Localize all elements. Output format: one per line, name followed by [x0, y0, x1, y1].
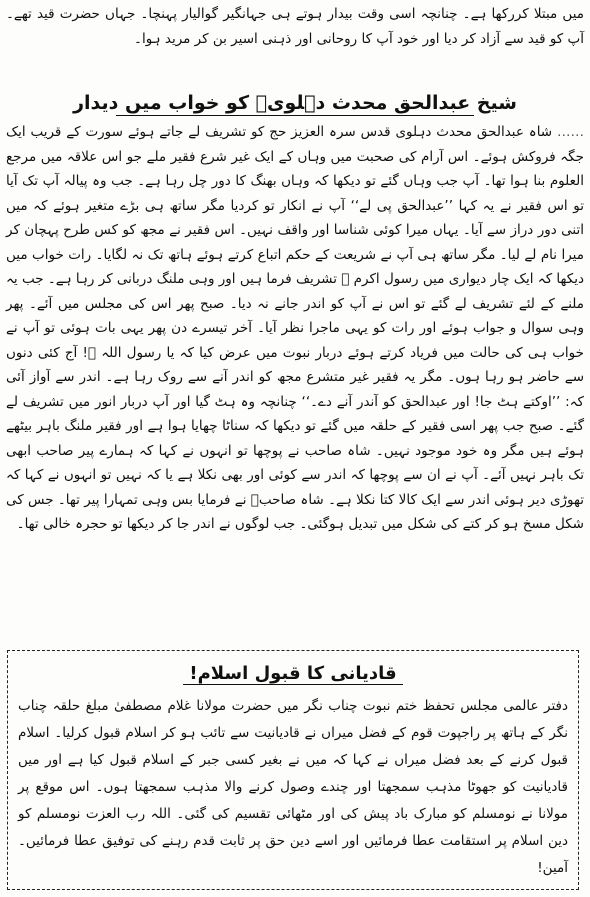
lead-dots: …… — [557, 124, 584, 140]
page — [6, 0, 584, 897]
notice-body: دفتر عالمی مجلس تحفظ ختم نبوت چناب نگر میں حضرت مولانا غلام مصطفیٰ مبلغ حلقہ چناب نگر کے ہاتھ پر راجپوت قوم کے فضل میراں نے قادیانیت سے تائب ہو کر اسلام قبول کرلیا۔ اسلام قبول کرنے کے بعد فضل میراں نے کہا کہ میں نے بغیر کسی جبر کے اسلام قبول کیا ہے اور میں قادیانیت کو جھوٹا مذہب سمجھتا اور چندے وصول کرنے والا مذہب سمجھتا ہوں۔ اس موقع پر مولانا نے نومسلم کو مبارک باد پیش کی اور مٹھائی تقسیم کی گئی۔ اللہ رب العزت نومسلم کو دین اسلام پر استقامت عطا فرمائیں اور اسے دین حق پر ثابت قدم رہنے کی توفیق عطا فرمائیں۔ آمین! — [18, 698, 568, 876]
section-heading-text: شیخ عبدالحق محدث دہلویؒ کو خواب میں دیدار — [73, 92, 517, 114]
section-heading — [6, 90, 584, 116]
notice-title-text: قادیانی کا قبول اسلام! — [183, 663, 402, 685]
notice-title — [18, 659, 568, 689]
story-paragraph — [6, 120, 584, 537]
intro-paragraph: میں مبتلا کررکھا ہے۔ چنانچہ اسی وقت بیدار ہوتے ہی جہانگیر گوالیار پہنچا۔ جہاں حضرت قید تھے۔ آپ کو قید سے آزاد کر دیا اور خود آپ کا روحانی اور ذہنی اسیر بن کر مرید ہوا۔ — [6, 6, 584, 47]
story-text: شاہ عبدالحق محدث دہلوی قدس سرہ العزیز حج کو تشریف لے جاتے ہوئے سورت کے قریب ایک جگہ فروکش ہوئے۔ اس آرام کی صحبت میں وہاں کے ایک غیر شرع فقیر ملے جو اس علاقہ میں مرجع العلوم بنا ہوا تھا۔ آپ جب وہاں گئے تو دیکھا کہ وہاں بھنگ کا دور چل رہا ہے۔ جب وہ پیالہ آپ تک آیا تو اس فقیر نے یہ کہا ’’عبدالحق پی لے‘‘ آپ نے انکار تو کردیا مگر ساتھ ہی بڑے متغیر ہوئے کہ میں اتنی دور دراز سے آیا۔ یہاں میرا کوئی شناسا اور واقف نہیں۔ اس فقیر نے مجھ کو کس طرح پہچان کر میرا نام لے لیا۔ مگر ساتھ ہی آپ نے شریعت کے حکم اتباع کرتے ہوئے ہاتھ تک نہ لگایا۔ رات خواب میں دیکھا کہ ایک چار دیواری میں رسول اکرم ﷺ تشریف فرما ہیں اور وہی ملنگ دربانی کر رہا ہے۔ جب یہ ملنے کے لئے تشریف لے گئے تو اس نے آپ کو اندر جانے نہ دیا۔ صبح پھر اس کی مجلس میں آئے۔ پھر وہی سوال و جواب ہوئے اور رات کو یہی ماجرا نظر آیا۔ آخر تیسرے دن پھر یہی بات ہوئی تو آپ نے خواب ہی کی حالت میں فریاد کرتے ہوئے دربار نبوت میں عرض کیا کہ یا رسول اللہ ﷺ! آج کئی دنوں سے حاضر ہو رہا ہوں۔ مگر یہ فقیر غیر متشرع مجھ کو اندر آنے سے روک رہا ہے۔ اندر سے آواز آئی کہ: ’’اوکتے ہٹ جا! اور عبدالحق کو آندر آنے دے۔‘‘ چنانچہ وہ ہٹ گیا اور آپ دربار انور میں تشریف لے گئے۔ صبح جب پھر اسی فقیر کے حلقہ میں گئے تو دیکھا کہ سناٹا چھایا ہوا ہے اور فقیر ملنگ باہر بیٹھے ہوئے ہیں مگر وہ خود موجود نہیں۔ شاہ صاحب نے پوچھا تو انہوں نے کہا کہ ہمارے پیر صاحب ابھی تک باہر نہیں آئے۔ آپ نے ان سے پوچھا کہ اندر سے کوئی اور بھی نکلا ہے یا کہ نہیں تو انہوں نے کہا کہ تھوڑی دیر ہوئی اندر سے ایک کالا کتا نکلا ہے۔ شاہ صاحبؒ نے فرمایا بس وہی تمہارا پیر تھا۔ جس کی شکل مسخ ہو کر کتے کی شکل میں تبدیل ہوگئی۔ جب لوگوں نے اندر جا کر دیکھا تو حجرہ خالی تھا۔ — [6, 124, 584, 532]
heading-underline — [116, 115, 474, 116]
notice-box — [7, 650, 579, 890]
